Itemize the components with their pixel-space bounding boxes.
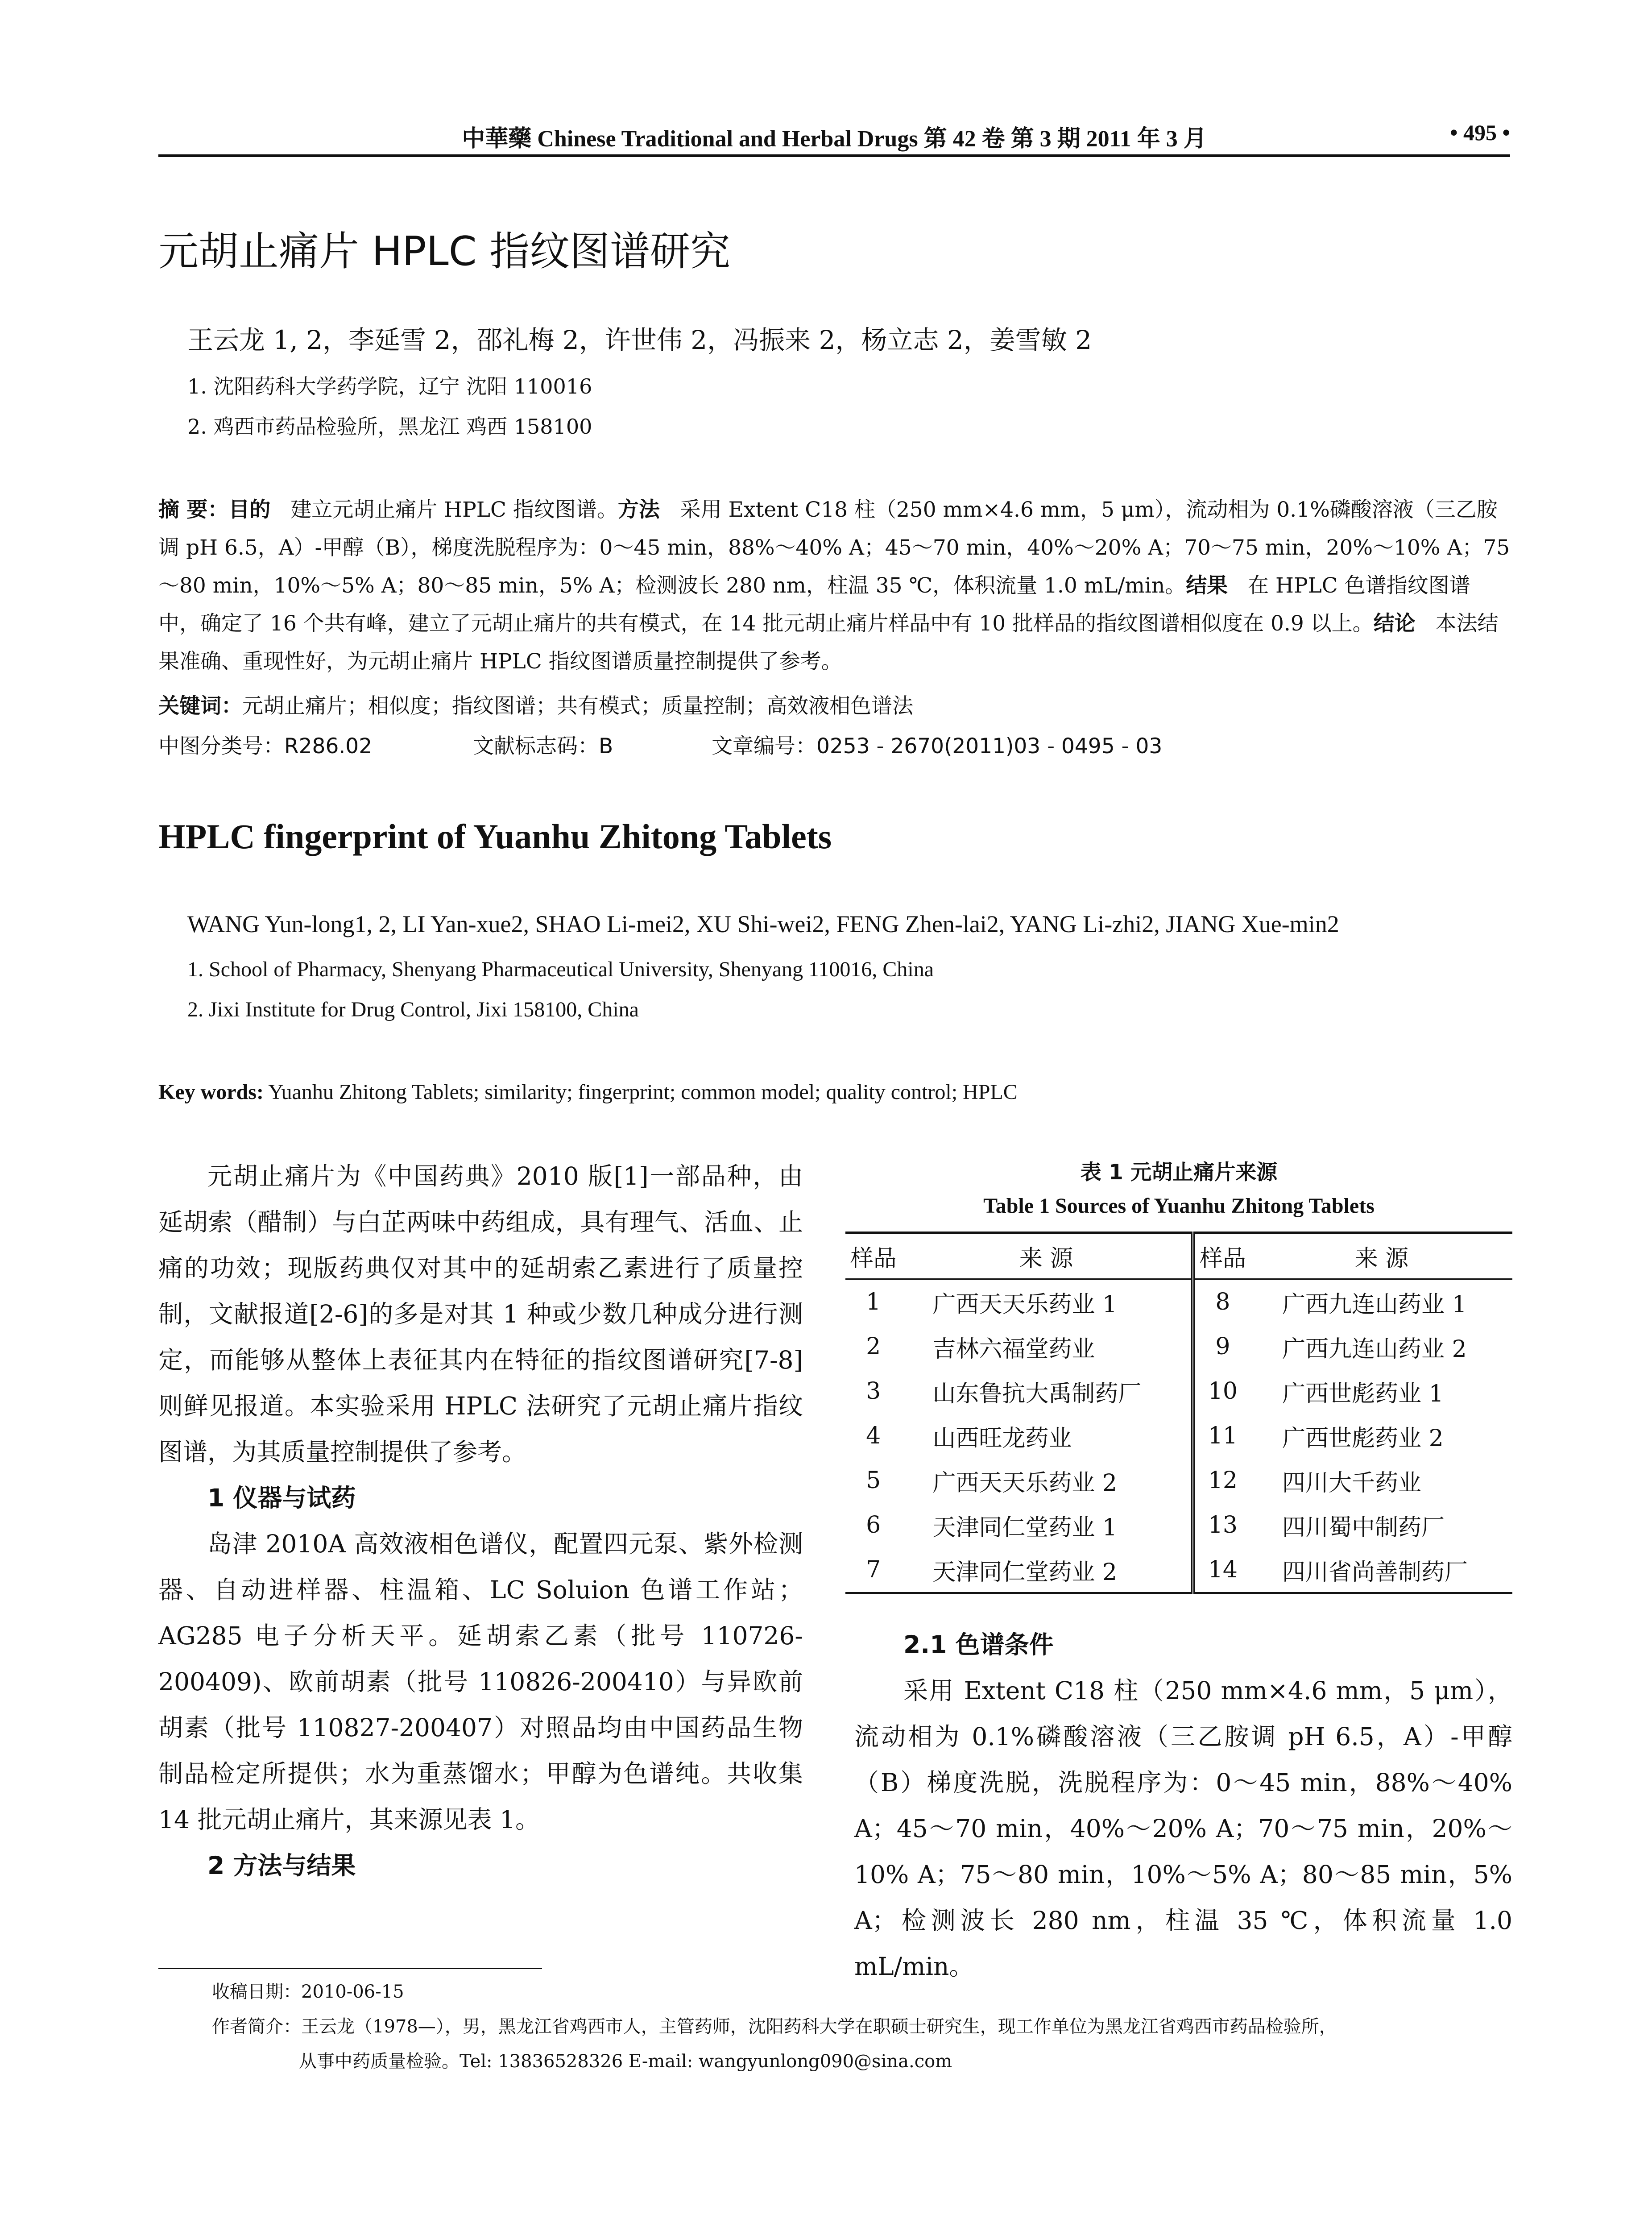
footnotes bbox=[212, 1974, 1510, 2079]
document-code: 文献标志码：B bbox=[473, 734, 613, 759]
source-cell: 广西世彪药业 2 bbox=[1282, 1425, 1444, 1452]
source-cell: 广西九连山药业 1 bbox=[1282, 1291, 1467, 1318]
table-row bbox=[845, 1458, 1512, 1503]
section-2-heading: 2 方法与结果 bbox=[207, 1851, 356, 1880]
header-rule bbox=[158, 154, 1510, 157]
sample-cell: 7 bbox=[845, 1547, 901, 1593]
article-title-zh: 元胡止痛片 HPLC 指纹图谱研究 bbox=[158, 228, 731, 275]
source-cell: 山西旺龙药业 bbox=[901, 1414, 1192, 1458]
article-number: 文章编号：0253 - 2670(2011)03 - 0495 - 03 bbox=[712, 734, 1163, 759]
table-1 bbox=[845, 1156, 1512, 1594]
sample-cell: 1 bbox=[866, 1289, 881, 1315]
source-cell: 广西天天乐药业 2 bbox=[901, 1458, 1192, 1503]
table-row bbox=[845, 1279, 1512, 1325]
sample-cell: 4 bbox=[866, 1422, 881, 1449]
authors-zh: 王云龙 1, 2，李延雪 2，邵礼梅 2，许世伟 2，冯振来 2，杨立志 2，姜雪敏 2 bbox=[187, 325, 1092, 355]
source-cell: 广西九连山药业 2 bbox=[1282, 1335, 1467, 1363]
sample-cell: 5 bbox=[866, 1467, 881, 1494]
keywords-en-label: Key words: bbox=[158, 1080, 264, 1104]
affiliation-zh-2: 2. 鸡西市药品检验所，黑龙江 鸡西 158100 bbox=[187, 415, 592, 439]
section-1-paragraph: 岛津 2010A 高效液相色谱仪，配置四元泵、紫外检测器、自动进样器、柱温箱、LC Soluion 色谱工作站；AG285 电子分析天平。延胡索乙素（批号 110726-200409)、欧前胡素（批号 110826-200410）与异欧前胡素（批号 110827-200407）对照品均由中国药品生物制品检定所提供；水为重蒸馏水；甲醇为色谱纯。共收集 14 批元胡止痛片，其来源见表 1。 bbox=[158, 1530, 803, 1834]
running-header bbox=[158, 120, 1510, 160]
source-cell: 广西天天乐药业 1 bbox=[901, 1279, 1192, 1325]
header-source: 来 源 bbox=[901, 1233, 1192, 1279]
keywords-zh bbox=[158, 689, 913, 719]
result-label: 结果 bbox=[1186, 573, 1228, 598]
sample-cell: 12 bbox=[1208, 1467, 1238, 1494]
table-row bbox=[845, 1547, 1512, 1593]
table-row bbox=[845, 1324, 1512, 1369]
body-right-column bbox=[854, 1622, 1512, 1990]
conclusion-text: 本法结果准确、重现性好，为元胡止痛片 HPLC 指纹图谱质量控制提供了参考。 bbox=[158, 611, 1499, 674]
header-sample: 样品 bbox=[1199, 1245, 1246, 1272]
purpose-text: 建立元胡止痛片 HPLC 指纹图谱。 bbox=[290, 498, 618, 522]
abstract-zh bbox=[158, 491, 1510, 680]
sample-cell: 9 bbox=[1215, 1333, 1230, 1360]
body-left-column bbox=[158, 1153, 803, 1889]
sample-cell: 3 bbox=[866, 1378, 881, 1405]
sources-table bbox=[845, 1232, 1512, 1594]
affiliation-zh-1: 1. 沈阳药科大学药学院，辽宁 沈阳 110016 bbox=[187, 374, 592, 398]
table-row bbox=[845, 1503, 1512, 1547]
keywords-en-text: Yuanhu Zhitong Tablets; similarity; fingerprint; common model; quality control; HPLC bbox=[268, 1080, 1018, 1104]
table-caption-zh: 表 1 元胡止痛片来源 bbox=[1080, 1160, 1278, 1185]
source-cell: 广西世彪药业 1 bbox=[1282, 1380, 1444, 1407]
header-source: 来 源 bbox=[1354, 1245, 1409, 1272]
header-sample: 样品 bbox=[850, 1245, 897, 1272]
source-cell: 天津同仁堂药业 2 bbox=[901, 1547, 1192, 1593]
author-bio-line-2: 从事中药质量检验。Tel: 13836528326 E-mail: wangyunlong090@sina.com bbox=[299, 2051, 952, 2072]
keywords-zh-label: 关键词： bbox=[158, 694, 242, 718]
table-row bbox=[845, 1369, 1512, 1414]
affiliation-en-2: 2. Jixi Institute for Drug Control, Jixi 158100, China bbox=[187, 998, 639, 1021]
source-cell: 山东鲁抗大禹制药厂 bbox=[901, 1369, 1192, 1414]
method-text: 采用 Extent C18 柱（250 mm×4.6 mm，5 μm），流动相为 0.1%磷酸溶液（三乙胺调 pH 6.5，A）-甲醇（B），梯度洗脱程序为：0～45 min，88%～40% A；45～70 min，40%～20% A；70～75 min，20%～10% A；75～80 min，10%～5% A；80～85 min，5% A；检测波长 280 nm，柱温 35 ℃，体积流量 1.0 mL/min。 bbox=[158, 498, 1510, 598]
source-cell: 四川省尚善制药厂 bbox=[1251, 1547, 1512, 1593]
sample-cell: 6 bbox=[866, 1512, 881, 1538]
keywords-en bbox=[158, 1080, 1018, 1104]
table-header-row bbox=[845, 1233, 1512, 1279]
keywords-zh-text: 元胡止痛片；相似度；指纹图谱；共有模式；质量控制；高效液相色谱法 bbox=[242, 694, 913, 718]
source-cell: 四川大千药业 bbox=[1282, 1469, 1422, 1497]
section-2-1-heading: 2.1 色谱条件 bbox=[903, 1630, 1054, 1659]
source-cell: 吉林六福堂药业 bbox=[901, 1324, 1192, 1369]
intro-paragraph: 元胡止痛片为《中国药典》2010 版[1]一部品种，由延胡索（醋制）与白芷两味中药组成，具有理气、活血、止痛的功效；现版药典仅对其中的延胡索乙素进行了质量控制，文献报道[2-6]的多是对其 1 种或少数几种成分进行测定，而能够从整体上表征其内在特征的指纹图谱研究[7-8]则鲜见报道。本实验采用 HPLC 法研究了元胡止痛片指纹图谱，为其质量控制提供了参考。 bbox=[158, 1162, 803, 1466]
table-caption-en: Table 1 Sources of Yuanhu Zhitong Tablets bbox=[983, 1194, 1375, 1218]
sample-cell: 10 bbox=[1208, 1378, 1238, 1405]
authors-en: WANG Yun-long1, 2, LI Yan-xue2, SHAO Li-mei2, XU Shi-wei2, FENG Zhen-lai2, YANG Li-zhi2, JIANG Xue-min2 bbox=[187, 911, 1339, 937]
clc-number: 中图分类号：R286.02 bbox=[158, 734, 373, 759]
source-cell: 四川蜀中制药厂 bbox=[1282, 1514, 1445, 1541]
received-date: 收稿日期：2010-06-15 bbox=[212, 1982, 404, 2002]
journal-header-title: 中華藥 Chinese Traditional and Herbal Drugs 第 42 卷 第 3 期 2011 年 3 月 bbox=[462, 126, 1207, 152]
sample-cell: 2 bbox=[866, 1333, 881, 1360]
table-row bbox=[845, 1414, 1512, 1458]
sample-cell: 8 bbox=[1215, 1289, 1230, 1315]
affiliation-en-1: 1. School of Pharmacy, Shenyang Pharmaceutical University, Shenyang 110016, China bbox=[187, 958, 934, 981]
footnote-rule bbox=[158, 1968, 542, 1969]
section-2-1-paragraph: 采用 Extent C18 柱（250 mm×4.6 mm，5 μm），流动相为 0.1%磷酸溶液（三乙胺调 pH 6.5，A）-甲醇（B）梯度洗脱，洗脱程序为：0～45 min，88%～40% A；45～70 min，40%～20% A；70～75 min，20%～10% A；75～80 min，10%～5% A；80～85 min，5% A；检测波长 280 nm，柱温 35 ℃，体积流量 1.0 mL/min。 bbox=[854, 1676, 1512, 1981]
sample-cell: 14 bbox=[1193, 1547, 1251, 1593]
result-text: 在 HPLC 色谱指纹图谱中，确定了 16 个共有峰，建立了元胡止痛片的共有模式，在 14 批元胡止痛片样品中有 10 批样品的指纹图谱相似度在 0.9 以上。 bbox=[158, 573, 1470, 636]
conclusion-label: 结论 bbox=[1373, 611, 1416, 636]
source-cell: 天津同仁堂药业 1 bbox=[901, 1503, 1192, 1547]
purpose-label: 目的 bbox=[228, 498, 271, 522]
abstract-label: 摘 要： bbox=[158, 498, 229, 522]
page-number: • 495 • bbox=[1449, 120, 1510, 145]
method-label: 方法 bbox=[617, 498, 660, 522]
sample-cell: 11 bbox=[1208, 1422, 1238, 1449]
section-1-heading: 1 仪器与试药 bbox=[207, 1484, 356, 1512]
article-title-en: HPLC fingerprint of Yuanhu Zhitong Tablets bbox=[158, 817, 832, 856]
sample-cell: 13 bbox=[1208, 1512, 1238, 1538]
author-bio-line-1: 作者简介：王云龙（1978—），男，黑龙江省鸡西市人，主管药师，沈阳药科大学在职硕士研究生，现工作单位为黑龙江省鸡西市药品检验所， bbox=[212, 2016, 1337, 2037]
